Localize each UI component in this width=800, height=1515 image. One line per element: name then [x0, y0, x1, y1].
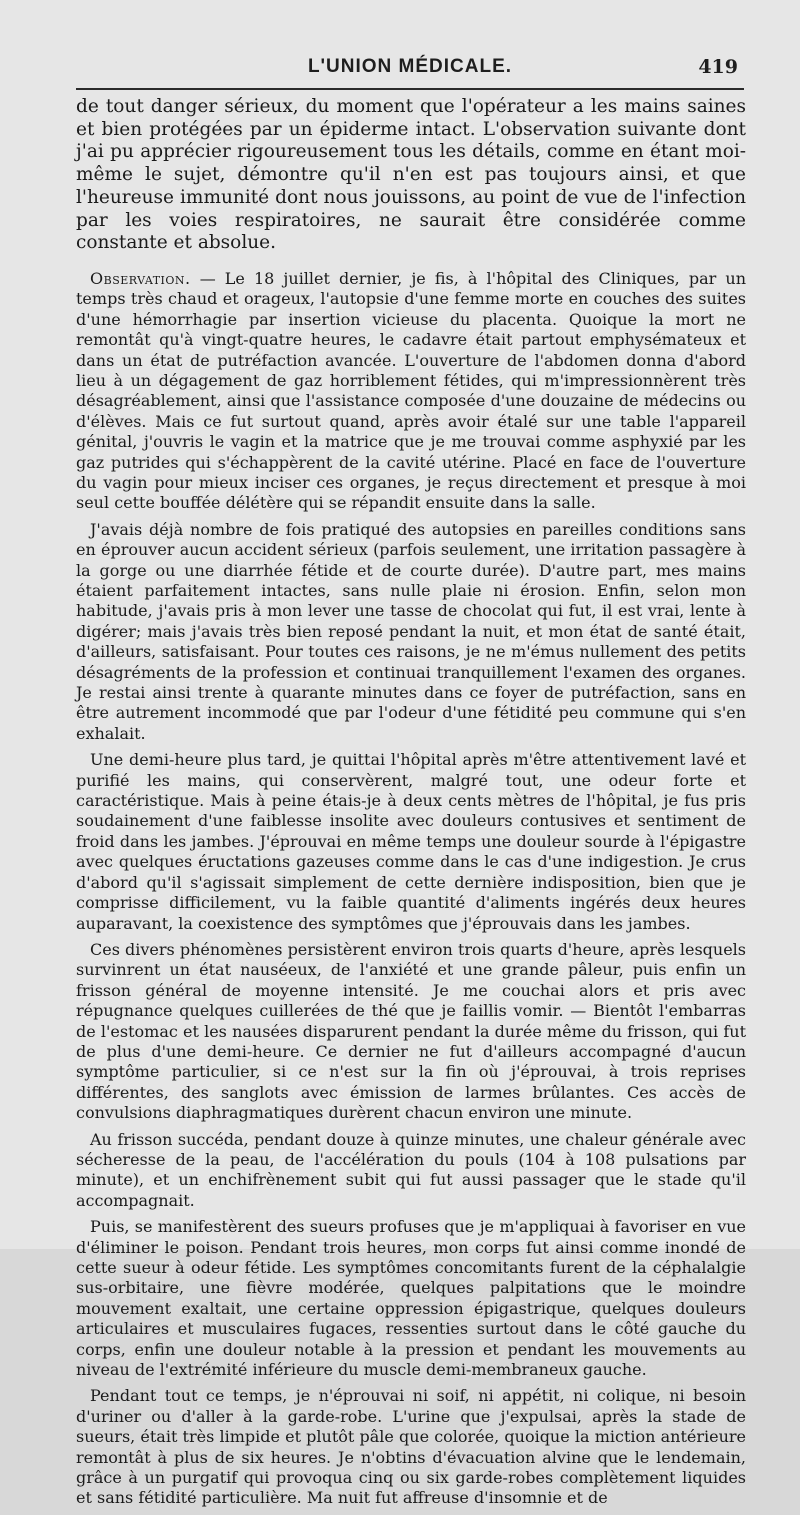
- page-header: [76, 56, 744, 84]
- paragraph-2: J'avais déjà nombre de fois pratiqué des autopsies en pareilles conditions sans en éprouver aucun accident sérieux (parfois seulement, une irritation passagère à la gorge ou une diarrhée fétide et de courte durée). D'autre part, mes mains étaient parfaitement intactes, sans nulle plaie ni érosion. Enfin, selon mon habitude, j'avais pris à mon lever une tasse de chocolat qui fut, il est vrai, lente à digérer; mais j'avais très bien reposé pendant la nuit, et mon état de santé était, d'ailleurs, satisfaisant. Pour toutes ces raisons, je ne m'émus nullement des petits désagréments de la profession et continuai tranquillement l'examen des organes. Je restai ainsi trente à quarante minutes dans ce foyer de putréfaction, sans en être autrement incommodé que par l'odeur d'une fétidité peu commune qui s'en exhalait.: [76, 519, 746, 743]
- running-title: L'UNION MÉDICALE.: [307, 56, 513, 77]
- header-rule: [76, 88, 744, 90]
- observation-paragraph: [76, 269, 746, 514]
- page-number: 419: [698, 56, 738, 78]
- paragraph-3: Une demi-heure plus tard, je quittai l'hôpital après m'être attentivement lavé et purifié les mains, qui conservèrent, malgré tout, une odeur forte et caractéristique. Mais à peine étais-je à deux cents mètres de l'hôpital, je fus pris soudainement d'une faiblesse insolite avec douleurs contusives et sentiment de froid dans les jambes. J'éprouvai en même temps une douleur sourde à l'épigastre avec quelques éructations gazeuses comme dans le cas d'une indigestion. Je crus d'abord qu'il s'agissait simplement de cette dernière indisposition, bien que je comprisse difficilement, vu la faible quantité d'aliments ingérés deux heures auparavant, la coexistence des symptômes que j'éprouvais dans les jambes.: [76, 750, 746, 933]
- paragraph-4: Ces divers phénomènes persistèrent environ trois quarts d'heure, après lesquels survinrent un état nauséeux, de l'anxiété et une grande pâleur, puis enfin un frisson général de moyenne intensité. Je me couchai alors et pris avec répugnance quelques cuillerées de thé que je faillis vomir. — Bientôt l'embarras de l'estomac et les nausées disparurent pendant la durée même du frisson, qui fut de plus d'une demi-heure. Ce dernier ne fut d'ailleurs accompagné d'aucun symptôme particulier, si ce n'est sur la fin où j'éprouvai, à trois reprises différentes, des sanglots avec émission de larmes brûlantes. Ces accès de convulsions diaphragmatiques durèrent chacun environ une minute.: [76, 939, 746, 1123]
- article-body: [76, 96, 746, 1515]
- observation-label: Observation.: [90, 268, 191, 288]
- paragraph-5: Au frisson succéda, pendant douze à quinze minutes, une chaleur générale avec sécheresse de la peau, de l'accélération du pouls (104 à 108 pulsations par minute), et un enchifrènement subit qui fut aussi passager que le stade qu'il accompagnait.: [76, 1129, 746, 1210]
- paragraph-7: Pendant tout ce temps, je n'éprouvai ni soif, ni appétit, ni colique, ni besoin d'uriner ou d'aller à la garde-robe. L'urine que j'expulsai, après la stade de sueurs, était très limpide et plutôt pâle que colorée, quoique la miction antérieure remontât à plus de six heures. Je n'obtins d'évacuation alvine que le lendemain, grâce à un purgatif qui provoqua cinq ou six garde-robes complètement liquides et sans fétidité particulière. Ma nuit fut affreuse d'insomnie et de: [76, 1386, 746, 1508]
- observation-text: — Le 18 juillet dernier, je fis, à l'hôpital des Cliniques, par un temps très chaud et orageux, l'autopsie d'une femme morte en couches des suites d'une hémorrhagie par insertion vicieuse du placenta. Quoique la mort ne remontât qu'à vingt-quatre heures, le cadavre était partout emphysémateux et dans un état de putréfaction avancée. L'ouverture de l'abdomen donna d'abord lieu à un dégagement de gaz horriblement fétides, qui m'impressionnèrent très désagréablement, ainsi que l'assistance composée d'une douzaine de médecins ou d'élèves. Mais ce fut surtout quand, après avoir étalé sur une table l'appareil génital, j'ouvris le vagin et la matrice que je me trouvai comme asphyxié par les gaz putrides qui s'échappèrent de la cavité utérine. Placé en face de l'ouverture du vagin pour mieux inciser ces organes, je reçus directement et presque à moi seul cette bouffée délétère qui se répandit ensuite dans la salle.: [76, 268, 746, 513]
- paragraph-6: Puis, se manifestèrent des sueurs profuses que je m'appliquai à favoriser en vue d'éliminer le poison. Pendant trois heures, mon corps fut ainsi comme inondé de cette sueur à odeur fétide. Les symptômes concomitants furent de la céphalalgie sus-orbitaire, une fièvre modérée, quelques palpitations que le moindre mouvement exaltait, une certaine oppression épigastrique, quelques douleurs articulaires et musculaires fugaces, ressenties surtout dans le côté gauche du corps, enfin une douleur notable à la pression et pendant les mouvements au niveau de l'extrémité inférieure du muscle demi-membraneux gauche.: [76, 1217, 746, 1380]
- intro-paragraph: de tout danger sérieux, du moment que l'opérateur a les mains saines et bien protégées par un épiderme intact. L'observation suivante dont j'ai pu apprécier rigoureusement tous les détails, comme en étant moi-même le sujet, démontre qu'il n'en est pas toujours ainsi, et que l'heureuse immunité dont nous jouissons, au point de vue de l'infection par les voies respiratoires, ne saurait être considérée comme constante et absolue.: [76, 96, 746, 254]
